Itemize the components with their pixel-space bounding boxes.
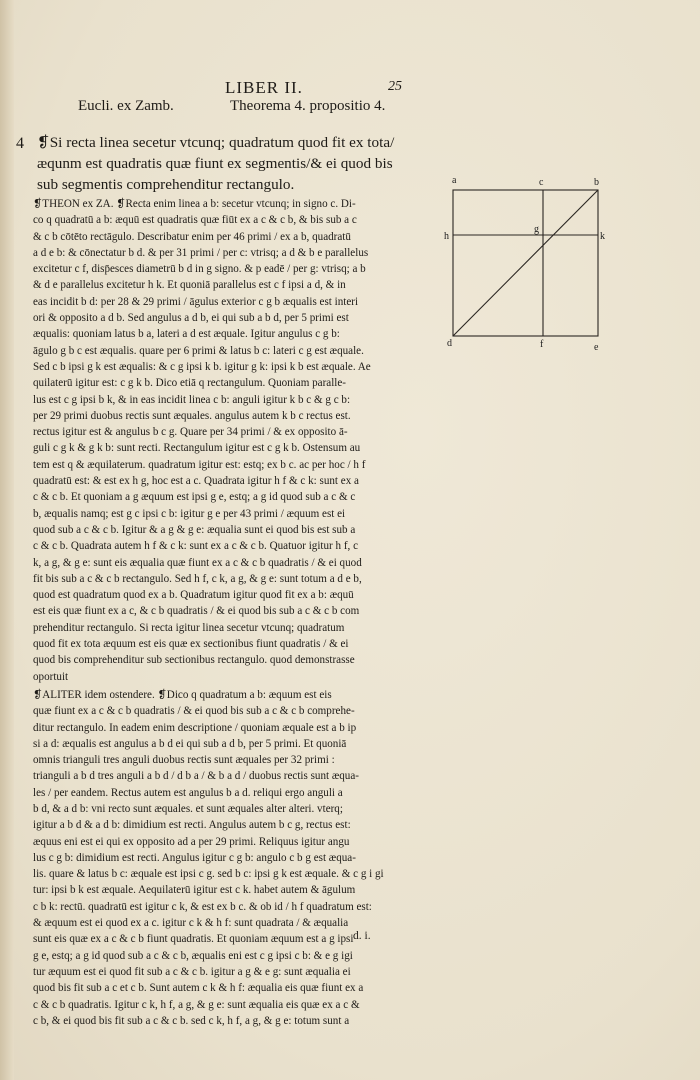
text-line: g e, estq; a g id quod sub a c & c b, æqualis eni est c g ipsi c b: & e g igi: [33, 949, 353, 962]
text-line: & d e parallelus excitetur h k. Et quoniā parallelus est c f ipsi a d, & in: [33, 279, 346, 292]
text-line: rectus igitur est & angulus b c g. Quare per 34 primi / & ex opposito ā-: [33, 426, 348, 439]
text-line: est eis quæ fiunt ex a c, & c b quadratis / & ei quod bis sub a c & c b com: [33, 605, 360, 618]
text-line: b, æqualis namq; est g c ipsi c b: igitur g e per 43 primi / æquum est ei: [33, 507, 346, 520]
text-line: excitetur c f, disp̄esces diametrū b d in g signo. & p eadē / per g: vtrisq; a b: [33, 263, 366, 276]
label-d: d: [447, 338, 452, 349]
label-c: c: [539, 177, 544, 188]
text-line: fit bis sub a c & c b rectangulo. Sed h f, c k, a g, & g e: sunt totum a d e b,: [33, 572, 362, 585]
label-b: b: [594, 177, 599, 188]
text-line: c b k: rectū. quadratū est igitur c k, & est ex b c. & ob id / h f quadratum est:: [33, 900, 372, 913]
running-head-right: Theorema 4. propositio 4.: [230, 98, 386, 114]
text-line: quilaterū igitur est: c g k b. Dico etiā q rectangulum. Quoniam paralle-: [33, 377, 346, 390]
text-line: les / per eandem. Rectus autem est angulus b a d. reliqui ergo anguli a: [33, 786, 343, 799]
text-line: per 29 primi duobus rectis sunt æquales. angulus autem k b c rectus est.: [33, 409, 351, 422]
text-line: sunt eis quæ ex a c & c b fiunt quadratis. Et quoniam æquum est a g ipsi: [33, 933, 354, 946]
text-line: lis. quare & latus b c: æquale est ipsi c g. sed b c: ipsi g k est æquale. & c g i gi: [33, 868, 384, 881]
text-line: quod fit ex tota æquum est eis quæ ex sectionibus fiunt quadratis / & ei: [33, 638, 349, 651]
proposition-statement: [37, 132, 437, 195]
text-line: ori & opposito a d b. Sed angulus a d b, ei qui sub a b d, per 5 primi est: [33, 312, 349, 325]
label-f: f: [540, 339, 544, 350]
text-line: si a d: æqualis est angulus a b d ei qui sub a d b, per 5 primi. Et quoniā: [33, 737, 347, 750]
label-g: g: [534, 224, 539, 235]
text-line: c & c b quadratis. Igitur c k, h f, a g, & g e: sunt æqualia eis quæ ex a c &: [33, 998, 360, 1011]
text-line: tur æquum est ei quod fit sub a c & c b. igitur a g & e g: sunt æqualia ei: [33, 965, 351, 978]
label-h: h: [444, 231, 449, 242]
text-line: quod bis comprehenditur sub sectionibus rectangulo. quod demonstrasse: [33, 654, 355, 667]
text-line: oportuit: [33, 670, 69, 683]
signature-mark: d. i.: [353, 930, 371, 942]
text-line: eas incidit b d: per 28 & 29 primi / āgulus exterior c g b æqualis est interi: [33, 295, 359, 308]
page-number: 25: [388, 79, 402, 94]
text-line: a d e b: & cōnectatur b d. & per 31 primi / per c: vtrisq; a d & b e parallelus: [33, 246, 369, 259]
text-line: c b, & ei quod bis fit sub a c & c b. sed c k, h f, a g, & g e: totum sunt a: [33, 1014, 350, 1027]
text-line: c & c b. Et quoniam a g æquum est ipsi g e, estq; a g id quod sub a c & c: [33, 491, 356, 504]
label-a: a: [452, 175, 457, 186]
text-line: omnis trianguli tres anguli duobus rectis sunt æquales per 32 primi :: [33, 754, 335, 767]
text-line: prehenditur rectangulo. Si recta igitur linea secetur vtcunq; quadratum: [33, 621, 345, 634]
text-line: co q quadratū a b: æquū est quadratis quæ fiūt ex a c & c b, & bis sub a c: [33, 214, 357, 227]
text-line: guli c g k & g k b: sunt recti. Rectangulum igitur est c g k b. Ostensum au: [33, 442, 361, 455]
text-line: & æquum est ei quod ex a c. igitur c k & h f: sunt quadrata / & æqualia: [33, 917, 349, 930]
margin-proposition-number: 4: [16, 135, 24, 152]
proposition-line: æqunm est quadratis quæ fiunt ex segmentis/& ei quod bis: [37, 155, 393, 172]
text-line: & c b cōtēto rectāgulo. Describatur enim per 46 primi / ex a b, quadratū: [33, 230, 351, 243]
text-line: b d, & a d b: vni recto sunt æquales. et sunt æquales alter alteri. vterq;: [33, 802, 343, 815]
proposition-line: sub segmentis comprehenditur rectangulo.: [37, 176, 295, 193]
text-line: āgulo g b c est æqualis. quare per 6 primi & latus b c: lateri c g est æquale.: [33, 344, 364, 357]
proposition-line: ❡Si recta linea secetur vtcunq; quadratum quod fit ex tota/: [37, 134, 395, 151]
text-line: quod sub a c & c b. Igitur & a g & g e: æqualia sunt ei quod bis est sub a: [33, 523, 356, 536]
text-line: tur: ipsi b k est æquale. Aequilaterū igitur est c k. habet autem & āgulum: [33, 884, 356, 897]
label-e: e: [594, 342, 599, 353]
text-line: lus est c g ipsi b k, & in eas incidit linea c b: anguli igitur k b c & g c b:: [33, 393, 351, 406]
text-line: lus c g b: dimidium est recti. Angulus igitur c g b: angulo c b g est æqua-: [33, 851, 356, 864]
text-line: c & c b. Quadrata autem h f & c k: sunt ex a c & c b. Quatuor igitur h f, c: [33, 540, 359, 553]
text-line: trianguli a b d tres anguli a b d / d b a / & b a d / duobus rectis sunt æqua-: [33, 770, 359, 783]
text-line: igitur a b d & a d b: dimidium est recti. Angulus autem b c g, rectus est:: [33, 819, 351, 832]
text-line: quod bis fit sub a c et c b. Sunt autem c k & h f: æqualia eis quæ fiunt ex a: [33, 982, 364, 995]
label-k: k: [600, 231, 605, 242]
text-line: tem est q & æquilaterum. quadratum igitur est: estq; ex b c. ac per hoc / h f: [33, 458, 366, 471]
text-line: quadratū est: & est ex h g, hoc est a c. Quadrata igitur h f & c k: sunt ex a: [33, 475, 359, 488]
diagonal-bd: [453, 190, 598, 336]
text-line: æqualis: quoniam latus b a, lateri a d est æquale. Igitur angulus c g b:: [33, 328, 340, 341]
geometric-figure: [440, 170, 610, 355]
text-line: k, a g, & g e: sunt eis æqualia quæ fiunt ex a c & c b quadratis / & ei quod: [33, 556, 362, 569]
text-line: æquus eni est ei qui ex opposito ad a per 29 primi. Reliquus igitur angu: [33, 835, 350, 848]
text-line: quod est quadratum quod ex a b. Quadratum igitur quod fit ex a b: æquū: [33, 589, 354, 602]
text-line: ❡ALITER idem ostendere. ❡Dico q quadratum a b: æquum est eis: [33, 688, 332, 701]
proof-text: [33, 196, 425, 1029]
running-head-left: Eucli. ex Zamb.: [78, 98, 174, 114]
running-head-title: LIBER II.: [225, 78, 303, 97]
text-line: quæ fiunt ex a c & c b quadratis / & ei quod bis sub a c & c b comprehe-: [33, 705, 355, 718]
text-line: ❡THEON ex ZA. ❡Recta enim linea a b: secetur vtcunq; in signo c. Di-: [33, 198, 356, 210]
aliter-section: [33, 687, 425, 1029]
text-line: Sed c b ipsi g k est æqualis: & c g ipsi k b. igitur g k: ipsi k b est æquale. Ae: [33, 360, 371, 373]
page-gutter: [0, 0, 14, 1080]
text-line: ditur rectangulo. In eadem enim descriptione / quoniam æquale est a b ip: [33, 721, 357, 734]
